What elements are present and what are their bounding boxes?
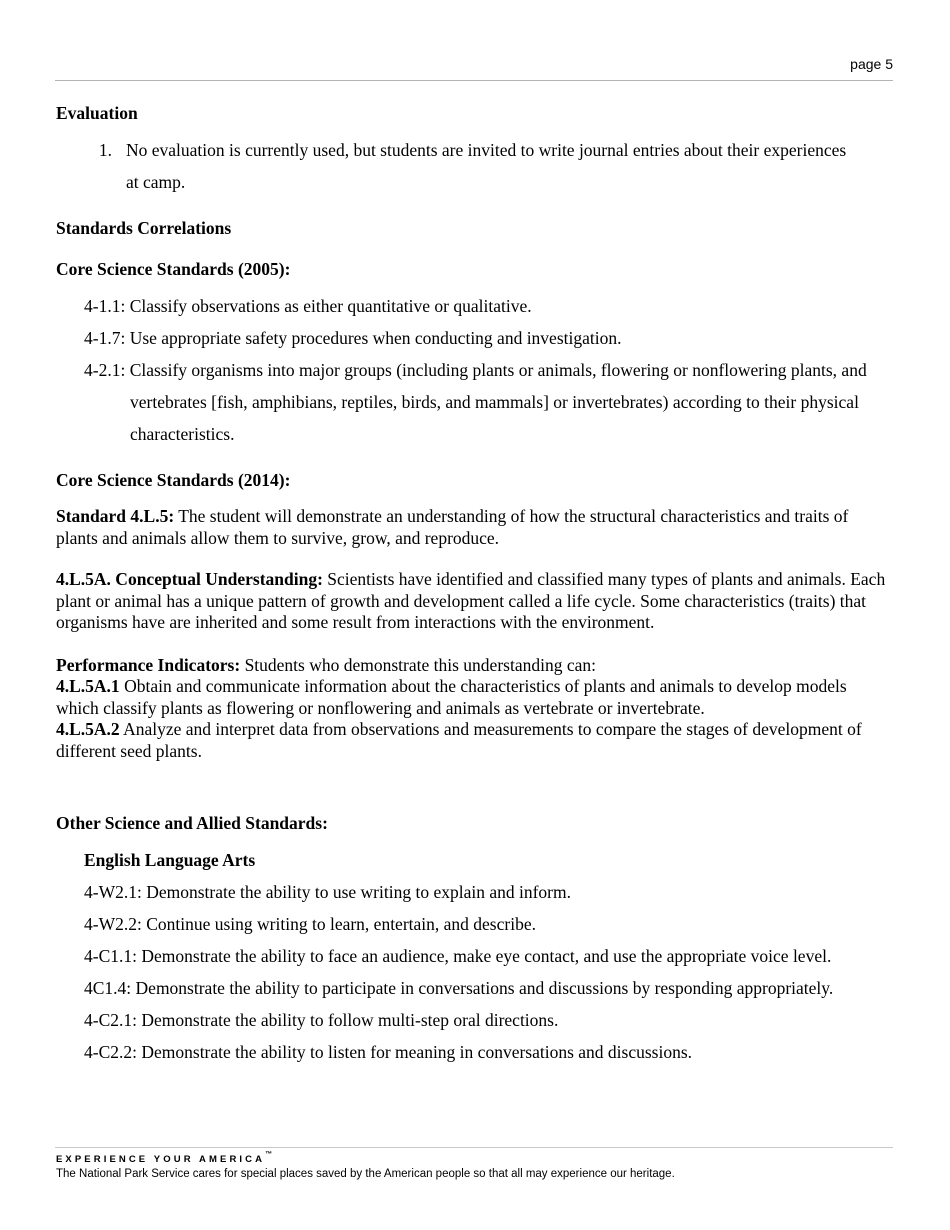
standard-item: 4-W2.2: Continue using writing to learn, entertain, and describe. [84,914,536,934]
standard-item: 4C1.4: Demonstrate the ability to participate in conversations and discussions by responding appropriately. [84,978,834,998]
performance-indicators-text: Students who demonstrate this understanding can: [240,654,596,675]
standard-item: 4-W2.1: Demonstrate the ability to use writing to explain and inform. [84,882,571,902]
standard-item: 4-2.1: Classify organisms into major groups (including plants or animals, flowering or nonflowering plants, and vertebrates [fish, amphibians, reptiles, birds, and mammals] or invertebrates) according to their physical characteristics. [84,360,867,444]
english-language-arts-heading: English Language Arts [84,850,256,870]
conceptual-understanding-label: 4.L.5A. Conceptual Understanding: [56,569,323,589]
conceptual-understanding-text: Scientists have identified and classified many types of plants and animals. Each plant or animal has a unique pattern of growth and development called a life cycle. Some characteristics (traits) that organisms have are inherited and some result from interactions with the environment. [56,569,886,632]
core-2005-heading: Core Science Standards (2005): [56,259,291,279]
english-language-arts-list [56,876,893,1068]
standard-item: 4-C1.1: Demonstrate the ability to face an audience, make eye contact, and use the appropriate voice level. [84,946,832,966]
indicator-4l5a1-text: Obtain and communicate information about the characteristics of plants and animals to develop models which classify plants as flowering or nonflowering and animals as vertebrate or invertebrate. [56,676,847,718]
indicator-4l5a1-label: 4.L.5A.1 [56,676,120,696]
footer-brand [56,1151,272,1165]
indicator-4l5a2-text: Analyze and interpret data from observations and measurements to compare the stages of development of different seed plants. [56,719,862,761]
page-number: page 5 [850,56,893,72]
standard-4l5-paragraph [56,506,893,549]
core-2005-list [56,290,893,450]
performance-indicators-label: Performance Indicators: [56,654,241,675]
standard-item: 4-C2.1: Demonstrate the ability to follow multi-step oral directions. [84,1010,559,1030]
document-body [56,101,893,1068]
core-2014-heading: Core Science Standards (2014): [56,470,291,490]
standard-item: 4-1.1: Classify observations as either quantitative or qualitative. [84,296,532,316]
indicator-4l5a2-label: 4.L.5A.2 [56,719,120,739]
performance-indicators-paragraph [56,655,893,763]
standard-item: 4-C2.2: Demonstrate the ability to listen for meaning in conversations and discussions. [84,1042,693,1062]
conceptual-understanding-paragraph [56,569,893,634]
footer-divider [55,1147,893,1148]
evaluation-list [56,134,893,198]
footer-tagline: The National Park Service cares for special places saved by the American people so that all may experience our heritage. [56,1168,675,1180]
standards-correlations-heading: Standards Correlations [56,218,232,238]
standard-4l5-text: The student will demonstrate an understanding of how the structural characteristics and traits of plants and animals allow them to survive, grow, and reproduce. [56,506,849,548]
footer-brand-text: EXPERIENCE YOUR AMERICA [56,1154,266,1165]
standard-4l5-label: Standard 4.L.5: [56,506,175,526]
evaluation-heading: Evaluation [56,103,138,123]
other-standards-heading: Other Science and Allied Standards: [56,813,328,833]
list-number: 1. [98,140,112,160]
list-text [112,134,893,198]
list-text-line1: No evaluation is currently used, but students are invited to write journal entries about their experiences [126,140,847,160]
list-text-line2: at camp. [126,172,186,192]
header-divider [55,80,893,81]
trademark-symbol: ™ [265,1151,273,1158]
standard-item: 4-1.7: Use appropriate safety procedures when conducting and investigation. [84,328,622,348]
list-item [56,134,893,198]
